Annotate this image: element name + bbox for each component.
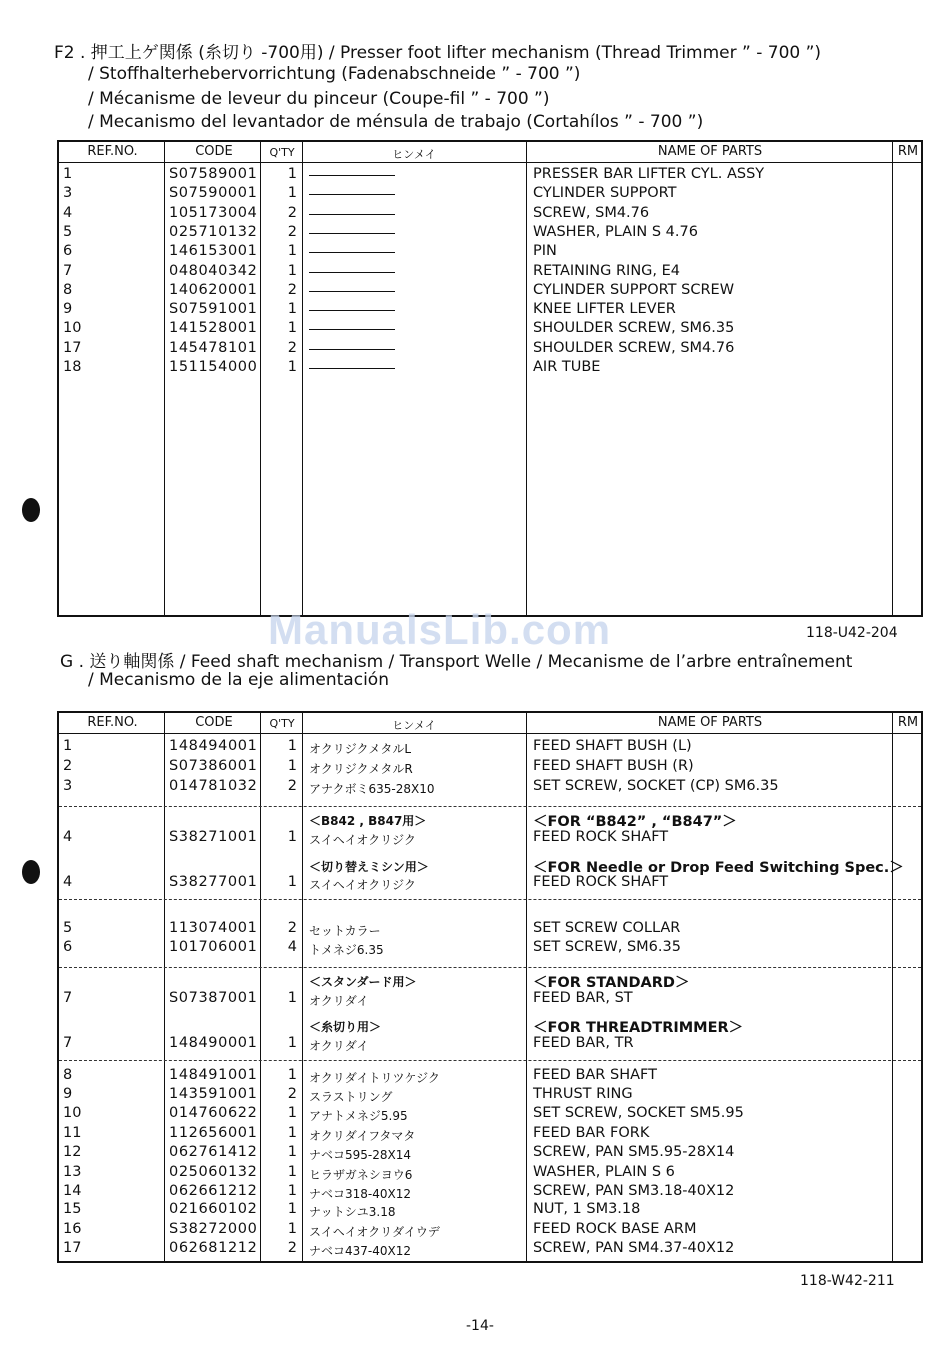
part-code: S07591001 [169,301,258,317]
watermark-logo: ManualsLib.com [268,606,612,653]
quantity: 1 [287,359,297,375]
ref-number: 8 [63,282,73,298]
blank-name-line [309,368,395,369]
ref-number: 5 [63,920,73,936]
part-name: SCREW, PAN SM5.95-28X14 [533,1144,735,1160]
part-code: 062681212 [169,1240,258,1256]
ref-number: 12 [63,1144,82,1160]
part-name: CYLINDER SUPPORT [533,185,677,201]
quantity: 2 [287,340,297,356]
japanese-name: ナットシユ3.18 [309,1205,396,1219]
part-name: FEED ROCK SHAFT [533,874,669,890]
quantity: 4 [287,939,297,955]
part-code: S07386001 [169,758,258,774]
table-row [59,1105,921,1124]
part-name: ＜FOR “B842” , “B847”＞ [533,814,737,830]
table-row [59,920,921,939]
ref-number: 1 [63,738,73,754]
table-row [59,1144,921,1163]
ref-number: 7 [63,1035,73,1051]
part-code: S07590001 [169,185,258,201]
col-rm-header: RM [897,144,919,159]
ref-number: 10 [63,320,82,336]
japanese-name: オクリダイトリツケジク [309,1071,440,1085]
quantity: 1 [287,1105,297,1121]
part-name: SHOULDER SCREW, SM4.76 [533,340,735,356]
ref-number: 8 [63,1067,73,1083]
blank-name-line [309,272,395,273]
f2-parts-table [57,140,923,617]
japanese-name: ナベコ437-40X12 [309,1244,411,1258]
ref-number: 16 [63,1221,82,1237]
part-name: AIR TUBE [533,359,601,375]
blank-name-line [309,252,395,253]
part-code: 113074001 [169,920,258,936]
part-code: 146153001 [169,243,258,259]
ref-number: 17 [63,1240,82,1256]
japanese-name: オクリダイ [309,1039,369,1053]
col-qty-header: Q'TY [269,146,295,159]
japanese-name: アナクボミ635-28X10 [309,782,435,796]
g-drawing-reference: 118-W42-211 [800,1273,895,1289]
quantity: 2 [287,778,297,794]
part-name: THRUST RING [533,1086,633,1102]
part-name: WASHER, PLAIN S 4.76 [533,224,698,240]
ref-number: 9 [63,301,73,317]
quantity: 1 [287,301,297,317]
blank-name-line [309,175,395,176]
japanese-name: スイヘイオクリダイウデ [309,1225,440,1239]
part-code: 062761412 [169,1144,258,1160]
quantity: 2 [287,224,297,240]
table-section-row [59,971,921,990]
table-row [59,1067,921,1086]
f2-table-header [59,142,921,163]
table-row [59,990,921,1009]
table-row [59,359,921,378]
part-name: WASHER, PLAIN S 6 [533,1164,675,1180]
quantity: 1 [287,243,297,259]
ref-number: 4 [63,874,73,890]
f2-title-line-2: / Stoffhalterhebervorrichtung (Fadenabschneide ” - 700 ”) [88,64,581,84]
table-row [59,282,921,301]
part-name: SET SCREW COLLAR [533,920,681,936]
part-name: SET SCREW, SOCKET (CP) SM6.35 [533,778,779,794]
blank-name-line [309,310,395,311]
table-row [59,185,921,204]
part-code: S38277001 [169,874,258,890]
part-code: 105173004 [169,205,258,221]
blank-name-line [309,329,395,330]
quantity: 1 [287,1144,297,1160]
table-row [59,758,921,777]
ref-number: 4 [63,205,73,221]
japanese-name: ＜スタンダード用＞ [309,975,417,989]
part-name: FEED SHAFT BUSH (R) [533,758,694,774]
part-name: SCREW, SM4.76 [533,205,650,221]
table-row [59,166,921,185]
part-name: FEED BAR, ST [533,990,633,1006]
ref-number: 6 [63,243,73,259]
japanese-name: オクリジクメタルR [309,762,413,776]
ref-number: 13 [63,1164,82,1180]
table-row [59,1035,921,1054]
g-parts-table [57,711,923,1263]
col-qty-header: Q'TY [269,717,295,730]
quantity: 1 [287,990,297,1006]
japanese-name: ナベコ318-40X12 [309,1187,411,1201]
quantity: 1 [287,166,297,182]
part-name: ＜FOR STANDARD＞ [533,975,690,991]
part-name: FEED BAR, TR [533,1035,634,1051]
part-code: 014760622 [169,1105,258,1121]
quantity: 2 [287,282,297,298]
part-code: 112656001 [169,1125,258,1141]
japanese-name: ナベコ595-28X14 [309,1148,411,1162]
table-row [59,263,921,282]
part-code: S38271001 [169,829,258,845]
part-code: S38272000 [169,1221,258,1237]
japanese-name: ヒラザガネシヨウ6 [309,1168,413,1182]
part-name: CYLINDER SUPPORT SCREW [533,282,735,298]
blank-name-line [309,214,395,215]
ref-number: 14 [63,1183,82,1199]
quantity: 1 [287,320,297,336]
part-code: 048040342 [169,263,258,279]
part-name: FEED BAR FORK [533,1125,650,1141]
ref-number: 9 [63,1086,73,1102]
quantity: 2 [287,205,297,221]
table-row [59,301,921,320]
col-name-header: NAME OF PARTS [657,144,763,159]
ref-number: 7 [63,263,73,279]
col-ref-header: REF.NO. [87,144,138,159]
ref-number: 11 [63,1125,82,1141]
group-separator [59,967,921,968]
japanese-name: セットカラー [309,924,381,938]
group-separator [59,806,921,807]
japanese-name: オクリダイフタマタ [309,1129,416,1143]
quantity: 1 [287,1201,297,1217]
part-code: 141528001 [169,320,258,336]
part-name: PRESSER BAR LIFTER CYL. ASSY [533,166,765,182]
ref-number: 17 [63,340,82,356]
part-code: 148491001 [169,1067,258,1083]
g-title-line-2: / Mecanismo de la eje alimentación [88,670,389,690]
part-code: 145478101 [169,340,258,356]
quantity: 2 [287,1086,297,1102]
part-name: ＜FOR THREADTRIMMER＞ [533,1020,744,1036]
part-code: S07589001 [169,166,258,182]
part-code: S07387001 [169,990,258,1006]
part-name: SCREW, PAN SM3.18-40X12 [533,1183,735,1199]
f2-drawing-reference: 118-U42-204 [806,625,898,641]
table-row [59,939,921,958]
part-code: 148490001 [169,1035,258,1051]
part-code: 025710132 [169,224,258,240]
part-name: SET SCREW, SOCKET SM5.95 [533,1105,744,1121]
ref-number: 10 [63,1105,82,1121]
quantity: 1 [287,738,297,754]
table-row [59,1221,921,1240]
part-code: 151154000 [169,359,258,375]
quantity: 1 [287,1125,297,1141]
table-row [59,224,921,243]
part-name: KNEE LIFTER LEVER [533,301,676,317]
blank-name-line [309,291,395,292]
part-code: 021660102 [169,1201,258,1217]
part-code: 101706001 [169,939,258,955]
col-code-header: CODE [195,715,233,730]
part-name: FEED ROCK SHAFT [533,829,669,845]
binder-hole-mark [22,860,40,884]
table-row [59,1125,921,1144]
blank-name-line [309,194,395,195]
quantity: 2 [287,920,297,936]
table-row [59,1086,921,1105]
table-row [59,243,921,262]
table-row [59,320,921,339]
part-name: SET SCREW, SM6.35 [533,939,681,955]
table-row [59,340,921,359]
table-row [59,778,921,797]
ref-number: 3 [63,778,73,794]
col-name-header: NAME OF PARTS [657,715,763,730]
table-row [59,874,921,893]
table-row [59,1201,921,1220]
japanese-name: アナトメネジ5.95 [309,1109,408,1123]
part-name: NUT, 1 SM3.18 [533,1201,641,1217]
g-title-line-1: G . 送り軸関係 / Feed shaft mechanism / Transport Welle / Mecanisme de l’arbre entraînement [60,652,853,672]
quantity: 1 [287,263,297,279]
part-code: 014781032 [169,778,258,794]
blank-name-line [309,349,395,350]
quantity: 1 [287,1164,297,1180]
quantity: 1 [287,1035,297,1051]
quantity: 1 [287,829,297,845]
ref-number: 1 [63,166,73,182]
part-code: 140620001 [169,282,258,298]
quantity: 1 [287,874,297,890]
quantity: 1 [287,185,297,201]
quantity: 1 [287,1067,297,1083]
part-name: FEED ROCK BASE ARM [533,1221,697,1237]
table-row [59,829,921,848]
quantity: 2 [287,1240,297,1256]
f2-title-line-4: / Mecanismo del levantador de ménsula de trabajo (Cortahílos ” - 700 ”) [88,112,704,132]
table-row [59,1164,921,1183]
japanese-name: トメネジ6.35 [309,943,384,957]
japanese-name: スイヘイオクリジク [309,833,416,847]
table-row [59,1183,921,1202]
blank-name-line [309,233,395,234]
f2-title-line-3: / Mécanisme de leveur du pinceur (Coupe-fil ” - 700 ”) [88,89,550,109]
f2-title-line-1: F2 . 押工上ゲ関係 (糸切り -700用) / Presser foot lifter mechanism (Thread Trimmer ” - 700 ”) [54,43,822,63]
part-name: ＜FOR Needle or Drop Feed Switching Spec.＞ [533,860,904,876]
part-name: FEED BAR SHAFT [533,1067,657,1083]
table-section-row [59,856,921,875]
ref-number: 15 [63,1201,82,1217]
part-name: FEED SHAFT BUSH (L) [533,738,692,754]
japanese-name: オクリダイ [309,994,369,1008]
quantity: 1 [287,1221,297,1237]
part-name: PIN [533,243,557,259]
g-table-header [59,713,921,734]
col-ref-header: REF.NO. [87,715,138,730]
part-name: RETAINING RING, E4 [533,263,681,279]
ref-number: 18 [63,359,82,375]
table-row [59,205,921,224]
table-row [59,738,921,757]
ref-number: 7 [63,990,73,1006]
ref-number: 3 [63,185,73,201]
col-code-header: CODE [195,144,233,159]
ref-number: 6 [63,939,73,955]
table-section-row [59,1016,921,1035]
group-separator [59,1060,921,1061]
table-section-row [59,810,921,829]
ref-number: 2 [63,758,73,774]
japanese-name: ＜切り替えミシン用＞ [309,860,429,874]
japanese-name: ＜糸切り用＞ [309,1020,382,1034]
col-rm-header: RM [897,715,919,730]
japanese-name: オクリジクメタルL [309,742,412,756]
part-code: 062661212 [169,1183,258,1199]
ref-number: 4 [63,829,73,845]
col-kana-header: ヒンメイ [392,148,436,161]
japanese-name: スイヘイオクリジク [309,878,416,892]
japanese-name: ＜B842 , B847用＞ [309,814,427,828]
page-number: -14- [466,1318,494,1334]
part-name: SHOULDER SCREW, SM6.35 [533,320,735,336]
col-kana-header: ヒンメイ [392,719,436,732]
binder-hole-mark [22,498,40,522]
quantity: 1 [287,1183,297,1199]
japanese-name: スラストリング [309,1090,393,1104]
part-code: 025060132 [169,1164,258,1180]
group-separator [59,899,921,900]
ref-number: 5 [63,224,73,240]
table-row [59,1240,921,1259]
part-code: 148494001 [169,738,258,754]
part-code: 143591001 [169,1086,258,1102]
quantity: 1 [287,758,297,774]
part-name: SCREW, PAN SM4.37-40X12 [533,1240,735,1256]
